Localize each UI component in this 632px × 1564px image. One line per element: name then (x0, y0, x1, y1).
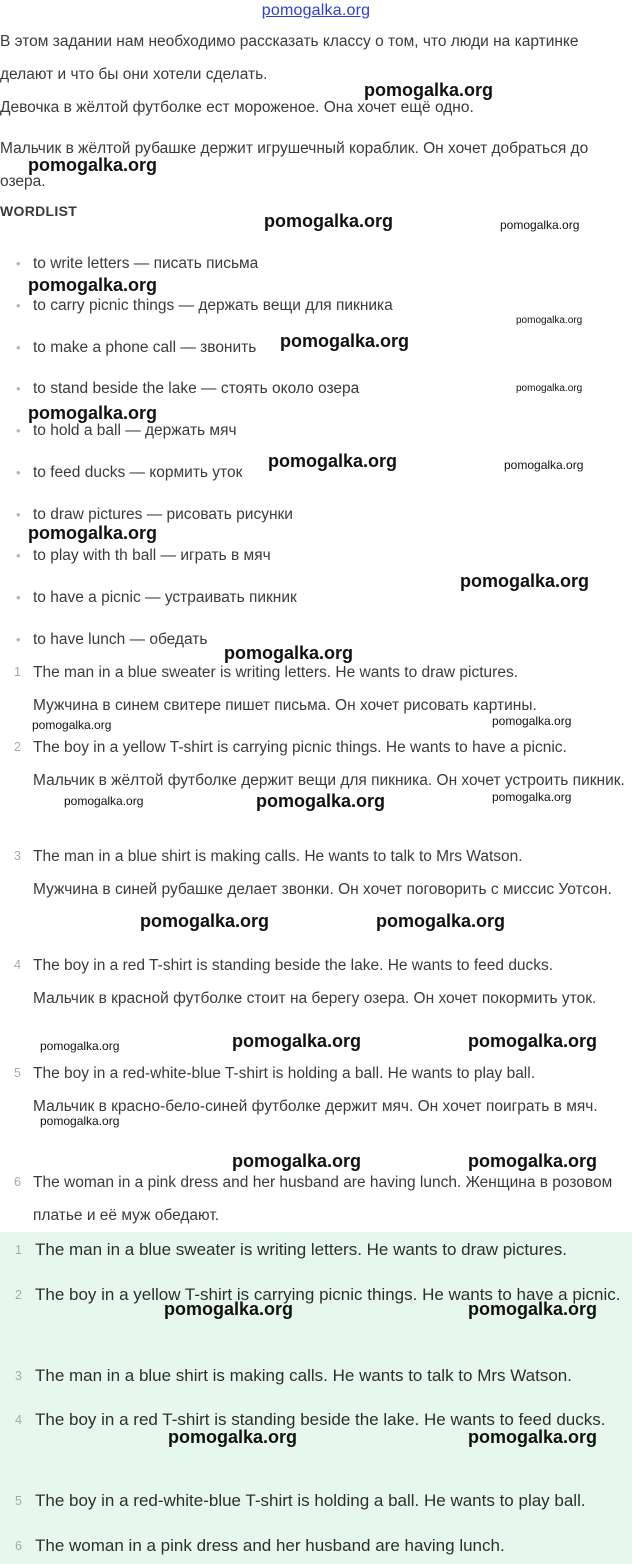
bullet-icon: • (16, 381, 21, 396)
answer-number: 1 (14, 665, 21, 679)
watermark: pomogalka.org (28, 155, 158, 175)
bullet-icon: • (16, 507, 21, 522)
answer-number: 2 (14, 740, 21, 754)
watermark: pomogalka.org (40, 1039, 120, 1053)
bullet-icon: • (16, 340, 21, 355)
answer-number: 2 (15, 1288, 22, 1302)
watermark: pomogalka.org (64, 794, 144, 808)
wordlist-item: • to carry picnic things — держать вещи для пикника (0, 291, 600, 321)
answer-number: 5 (14, 1066, 21, 1080)
watermark: pomogalka.org (364, 80, 494, 100)
answer-text: The boy in a red T-shirt is standing beside the lake. He wants to feed ducks. (35, 1410, 606, 1429)
answer-number: 3 (15, 1369, 22, 1383)
answer-text: The woman in a pink dress and her husband are having lunch. (35, 1536, 505, 1555)
bullet-icon: • (16, 590, 21, 605)
answer-russian: Мужчина в синей рубашке делает звонки. Он хочет поговорить с миссис Уотсон. (33, 881, 612, 898)
wordlist-item: • to have a picnic — устраивать пикник (0, 583, 600, 613)
answer-russian: Женщина в розовом платье и её муж обедают. (33, 1174, 613, 1224)
answer-english: The boy in a yellow T-shirt is carrying picnic things. He wants to have a picnic. (33, 739, 567, 756)
answer-text: The boy in a yellow T-shirt is carrying picnic things. He wants to have a picnic. (35, 1285, 621, 1304)
english-answer-item-5 (0, 1483, 632, 1519)
watermark: pomogalka.org (468, 1427, 598, 1447)
watermark: pomogalka.org (268, 451, 398, 471)
wordlist-item: • to feed ducks — кормить уток (0, 458, 600, 488)
answer-number: 4 (14, 958, 21, 972)
watermark: pomogalka.org (516, 383, 583, 394)
watermark: pomogalka.org (28, 523, 158, 543)
answer-english: The man in a blue sweater is writing letters. He wants to draw pictures. (33, 664, 519, 681)
wordlist-item: • to make a phone call — звонить (0, 333, 600, 363)
answer-english: The boy in a red-white-blue T-shirt is holding a ball. He wants to play ball. (33, 1065, 536, 1082)
watermark: pomogalka.org (28, 275, 158, 295)
answer-text: The man in a blue sweater is writing letters. He wants to draw pictures. (35, 1240, 567, 1259)
answer-item-4 (0, 949, 630, 1015)
answer-text: The man in a blue shirt is making calls. He wants to talk to Mrs Watson. (35, 1366, 572, 1385)
bullet-icon: • (16, 465, 21, 480)
watermark: pomogalka.org (468, 1299, 598, 1319)
watermark: pomogalka.org (140, 911, 270, 931)
wordlist-item: • to draw pictures — рисовать рисунки (0, 500, 600, 530)
answer-russian: Мальчик в жёлтой футболке держит вещи для пикника. Он хочет устроить пикник. (33, 772, 625, 789)
wordlist-item: • to hold a ball — держать мяч (0, 416, 600, 446)
intro-paragraph-boy: Мальчик в жёлтой рубашке держит игрушечный кораблик. Он хочет добраться до озера. (0, 140, 589, 190)
watermark: pomogalka.org (280, 331, 410, 351)
site-title-link[interactable]: pomogalka.org (261, 2, 371, 19)
answer-item-3 (0, 840, 630, 906)
wordlist-item: • to play with th ball — играть в мяч (0, 541, 600, 571)
english-answer-item-6 (0, 1528, 632, 1564)
english-answer-item-1 (0, 1232, 632, 1268)
bullet-icon: • (16, 548, 21, 563)
bullet-icon: • (16, 298, 21, 313)
wordlist-heading: WORDLIST (0, 203, 78, 219)
watermark: pomogalka.org (492, 714, 572, 728)
wordlist-item: • to have lunch — обедать (0, 625, 600, 655)
english-answer-item-3 (0, 1358, 632, 1394)
watermark: pomogalka.org (168, 1427, 298, 1447)
bullet-icon: • (16, 423, 21, 438)
watermark: pomogalka.org (224, 643, 354, 663)
watermark: pomogalka.org (500, 218, 580, 232)
watermark: pomogalka.org (264, 211, 394, 231)
bullet-icon: • (16, 256, 21, 271)
english-answers-block (0, 1232, 632, 1564)
wordlist-item: • to stand beside the lake — стоять около озера (0, 374, 600, 404)
watermark: pomogalka.org (232, 1031, 362, 1051)
watermark: pomogalka.org (40, 1114, 120, 1128)
wordlist-item: • to write letters — писать письма (0, 249, 600, 279)
watermark: pomogalka.org (468, 1031, 598, 1051)
answer-english: The woman in a pink dress and her husband are having lunch. (33, 1174, 462, 1191)
bullet-icon: • (16, 632, 21, 647)
watermark: pomogalka.org (28, 403, 158, 423)
watermark: pomogalka.org (492, 790, 572, 804)
answer-russian: Мальчик в красно-бело-синей футболке держит мяч. Он хочет поиграть в мяч. (33, 1098, 598, 1115)
answer-russian: Мужчина в синем свитере пишет письма. Он хочет рисовать картины. (33, 697, 537, 714)
watermark: pomogalka.org (468, 1151, 598, 1171)
watermark: pomogalka.org (516, 315, 583, 326)
answer-english: The boy in a red T-shirt is standing beside the lake. He wants to feed ducks. (33, 957, 554, 974)
answer-item-1 (0, 656, 630, 722)
answer-number: 1 (15, 1243, 22, 1257)
intro-paragraph-task: В этом задании нам необходимо рассказать классу о том, что люди на картинке делают и что бы они хотели сделать. (0, 33, 579, 83)
watermark: pomogalka.org (164, 1299, 294, 1319)
watermark: pomogalka.org (232, 1151, 362, 1171)
answer-number: 6 (14, 1175, 21, 1189)
intro-paragraph-girl: Девочка в жёлтой футболке ест мороженое. Она хочет ещё одно. (0, 99, 474, 116)
watermark: pomogalka.org (376, 911, 506, 931)
answer-number: 3 (14, 849, 21, 863)
watermark: pomogalka.org (504, 458, 584, 472)
answer-item-6 (0, 1166, 630, 1232)
answer-number: 5 (15, 1494, 22, 1508)
watermark: pomogalka.org (460, 571, 590, 591)
answer-russian: Мальчик в красной футболке стоит на берегу озера. Он хочет покормить уток. (33, 990, 597, 1007)
watermark: pomogalka.org (32, 718, 112, 732)
watermark: pomogalka.org (256, 791, 386, 811)
answer-english: The man in a blue shirt is making calls. He wants to talk to Mrs Watson. (33, 848, 523, 865)
answer-text: The boy in a red-white-blue T-shirt is holding a ball. He wants to play ball. (35, 1491, 586, 1510)
answer-number: 4 (15, 1413, 22, 1427)
answer-item-2 (0, 731, 630, 797)
answer-number: 6 (15, 1539, 22, 1553)
answer-combined (33, 1166, 630, 1232)
